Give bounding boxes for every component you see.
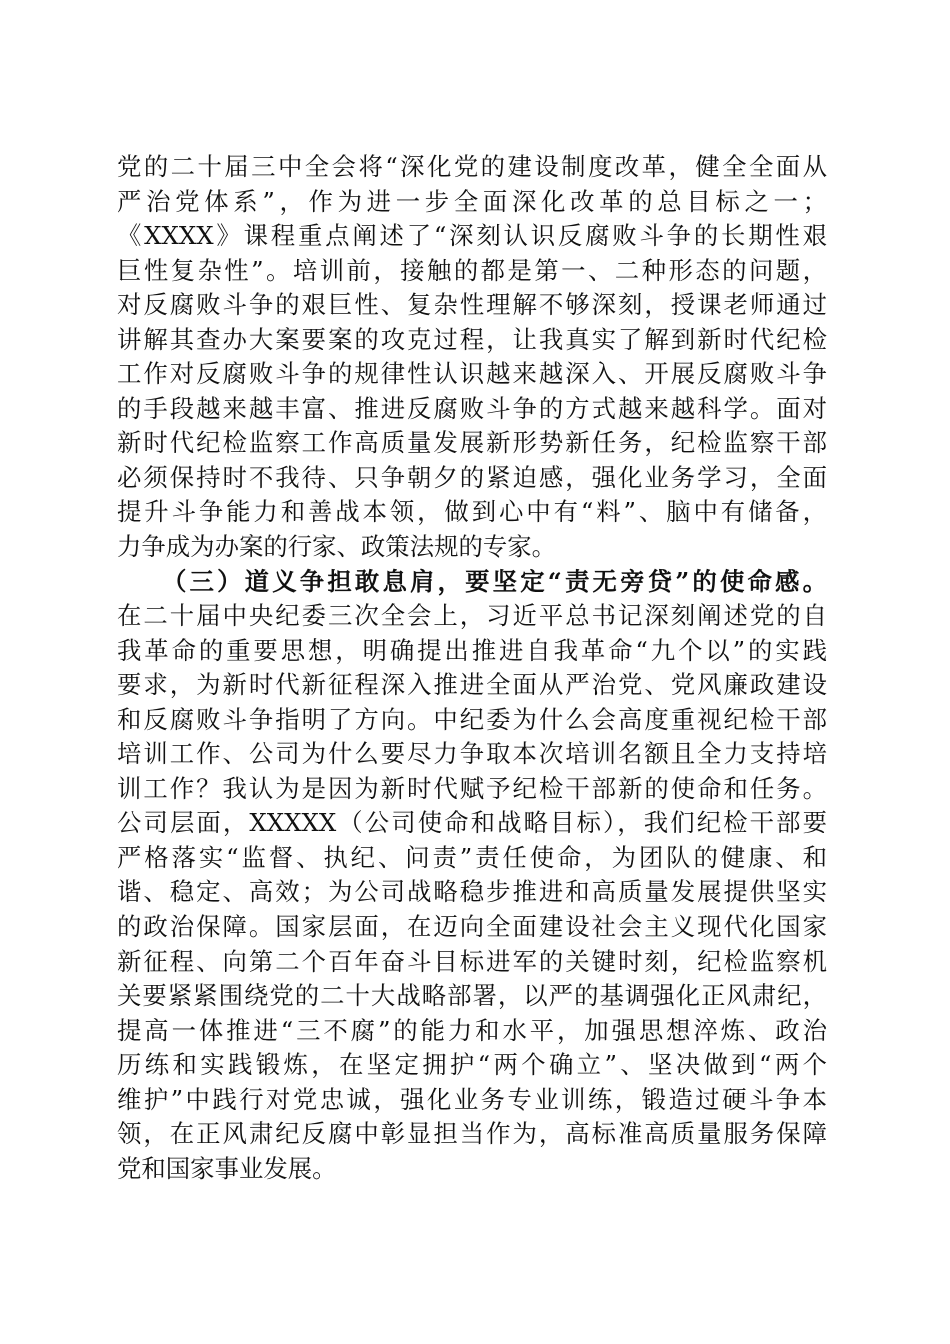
text-line: 力争成为办案的行家、政策法规的专家。	[117, 532, 557, 562]
text-line: 训工作？我认为是因为新时代赋予纪检干部新的使命和任务。	[117, 773, 827, 803]
text-line: 关要紧紧围绕党的二十大战略部署，以严的基调强化正风肃纪，	[117, 981, 827, 1011]
text-line: 和反腐败斗争指明了方向。中纪委为什么会高度重视纪检干部	[117, 704, 827, 734]
text-line: 领，在正风肃纪反腐中彰显担当作为，高标准高质量服务保障	[117, 1119, 827, 1149]
text-line: 讲解其查办大案要案的攻克过程，让我真实了解到新时代纪检	[117, 324, 827, 354]
text-line: 要求，为新时代新征程深入推进全面从严治党、党风廉政建设	[117, 670, 827, 700]
text-line: 必须保持时不我待、只争朝夕的紧迫感，强化业务学习，全面	[117, 462, 827, 492]
text-line: 《XXXX》课程重点阐述了“深刻认识反腐败斗争的长期性艰	[117, 221, 827, 251]
text-line: 培训工作、公司为什么要尽力争取本次培训名额且全力支持培	[117, 739, 827, 769]
text-line: 公司层面，XXXXX（公司使命和战略目标），我们纪检干部要	[117, 808, 827, 838]
text-line: 在二十届中央纪委三次全会上，习近平总书记深刻阐述党的自	[117, 601, 827, 631]
text-line: 我革命的重要思想，明确提出推进自我革命“九个以”的实践	[117, 635, 827, 665]
text-line: 新时代纪检监察工作高质量发展新形势新任务，纪检监察干部	[117, 428, 827, 458]
body-text	[117, 150, 827, 1186]
text-line: 党和国家事业发展。	[117, 1153, 337, 1183]
text-line: 维护”中践行对党忠诚，强化业务专业训练，锻造过硬斗争本	[117, 1084, 827, 1114]
text-line: 提高一体推进“三不腐”的能力和水平，加强思想淬炼、政治	[117, 1015, 827, 1045]
text-line: 巨性复杂性”。培训前，接触的都是第一、二种形态的问题，	[117, 255, 827, 285]
text-line: 对反腐败斗争的艰巨性、复杂性理解不够深刻，授课老师通过	[117, 290, 827, 320]
text-line: 党的二十届三中全会将“深化党的建设制度改革，健全全面从	[117, 152, 827, 181]
text-line: 提升斗争能力和善战本领，做到心中有“料”、脑中有储备，	[117, 497, 827, 527]
text-line: 的政治保障。国家层面，在迈向全面建设社会主义现代化国家	[117, 912, 827, 942]
text-line: 历练和实践锻炼，在坚定拥护“两个确立”、坚决做到“两个	[117, 1050, 827, 1080]
text-line: 谐、稳定、高效；为公司战略稳步推进和高质量发展提供坚实	[117, 877, 827, 907]
text-line: 严治党体系”，作为进一步全面深化改革的总目标之一；	[117, 186, 827, 216]
text-line: 的手段越来越丰富、推进反腐败斗争的方式越来越科学。面对	[117, 393, 827, 423]
text-line: 工作对反腐败斗争的规律性认识越来越深入、开展反腐败斗争	[117, 359, 827, 389]
text-line: 严格落实“监督、执纪、问责”责任使命，为团队的健康、和	[117, 842, 827, 872]
section-heading: （三）道义争担敢息肩，要坚定“责无旁贷”的使命感。	[162, 566, 827, 596]
text-line: 新征程、向第二个百年奋斗目标进军的关键时刻，纪检监察机	[117, 946, 827, 976]
